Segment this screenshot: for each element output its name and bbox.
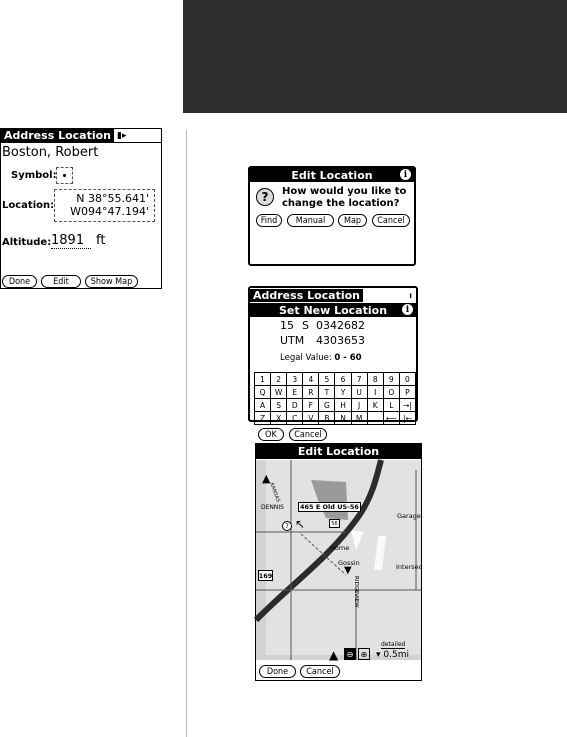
address-location-titlebar xyxy=(1,129,161,143)
utm-northing[interactable]: 4303653 xyxy=(316,334,365,347)
keyboard-key[interactable]: V xyxy=(303,412,319,425)
address-location-screen xyxy=(0,128,162,289)
question-icon: ? xyxy=(256,188,274,206)
flag-marker-icon: ▼ xyxy=(344,565,352,576)
find-button[interactable]: Find xyxy=(256,214,282,227)
keyboard-header xyxy=(250,288,416,302)
edit-button[interactable]: Edit xyxy=(41,275,81,288)
info-icon[interactable]: i xyxy=(400,169,411,180)
altitude-unit: ft xyxy=(96,233,106,248)
done-button[interactable]: Done xyxy=(259,665,296,678)
keyboard-key[interactable]: E xyxy=(287,386,303,399)
keyboard-key[interactable]: W xyxy=(271,386,287,399)
done-button[interactable]: Done xyxy=(2,275,37,288)
zoom-in-icon[interactable]: ⊕ xyxy=(358,648,370,660)
keyboard-key[interactable]: S xyxy=(271,399,287,412)
direction-arrow-icon: ▲ xyxy=(329,648,339,662)
manual-button[interactable]: Manual xyxy=(287,214,334,227)
dialog-prompt xyxy=(282,186,406,210)
cancel-button[interactable]: Cancel xyxy=(300,665,340,678)
keyboard-key[interactable]: Y xyxy=(335,386,351,399)
keyboard-key[interactable]: 8 xyxy=(368,373,384,386)
scroll-indicator: ı xyxy=(409,290,412,300)
keyboard-row xyxy=(255,412,416,425)
map-label-home: Home xyxy=(330,544,350,552)
dialog-title: Edit Location xyxy=(291,168,373,182)
keyboard-key[interactable]: 1 xyxy=(255,373,271,386)
keyboard-key[interactable]: ⟵ xyxy=(384,412,400,425)
legal-value xyxy=(280,353,362,363)
detail-level[interactable]: detailed xyxy=(381,641,406,648)
map-scale: 0.5mi xyxy=(383,650,409,660)
keyboard-key[interactable]: 5 xyxy=(319,373,335,386)
keyboard-key[interactable]: →| xyxy=(400,399,416,412)
cancel-button[interactable]: Cancel xyxy=(372,214,410,227)
map-label-intersection: Intersec xyxy=(396,563,423,571)
road-shield-56: 56 xyxy=(329,519,340,528)
set-new-location-titlebar xyxy=(250,303,416,317)
address-location-title: Address Location xyxy=(1,129,114,143)
legal-value-label: Legal Value: xyxy=(280,353,332,363)
map-title: Edit Location xyxy=(297,445,380,458)
keyboard-key[interactable]: K xyxy=(368,399,384,412)
keyboard-key[interactable]: F xyxy=(303,399,319,412)
symbol-picker[interactable] xyxy=(56,167,73,184)
map-label-ridgeview: RIDGEVIEW xyxy=(353,576,359,608)
set-new-location-title: Set New Location xyxy=(278,303,388,317)
keyboard-key[interactable]: A xyxy=(255,399,271,412)
map-button[interactable]: Map xyxy=(338,214,367,227)
keyboard-key[interactable]: U xyxy=(352,386,368,399)
keyboard-key[interactable]: N xyxy=(335,412,351,425)
dot-icon xyxy=(63,174,66,177)
keyboard-key[interactable]: D xyxy=(287,399,303,412)
longitude-value: W094°47.194' xyxy=(70,205,149,218)
flag-icon: ▮▸ xyxy=(117,131,127,141)
keyboard-key[interactable]: H xyxy=(335,399,351,412)
keyboard-key[interactable]: Z xyxy=(255,412,271,425)
ok-button[interactable]: OK xyxy=(258,428,284,441)
keyboard-key[interactable]: C xyxy=(287,412,303,425)
keyboard-key[interactable]: I xyxy=(368,386,384,399)
edit-location-dialog xyxy=(248,166,416,266)
contact-name: Boston, Robert xyxy=(2,145,99,160)
keyboard-key[interactable]: 3 xyxy=(287,373,303,386)
keyboard-key[interactable]: 0 xyxy=(400,373,416,386)
chevron-down-icon: ▾ xyxy=(376,650,384,660)
keyboard-key[interactable]: B xyxy=(319,412,335,425)
road-shield-169: 169 xyxy=(258,571,273,580)
map-label-garage: Garage xyxy=(397,512,421,520)
road-shield-7: 7 xyxy=(282,521,292,531)
keyboard-key[interactable]: 9 xyxy=(384,373,400,386)
altitude-input[interactable]: 1891 xyxy=(51,233,91,249)
scale-dropdown[interactable] xyxy=(376,650,409,660)
title-underline xyxy=(1,142,161,143)
prompt-line-1: How would you like to xyxy=(282,186,407,197)
keyboard-header-title: Address Location xyxy=(250,289,363,302)
cursor-icon: ↖ xyxy=(295,517,306,531)
keyboard-key[interactable]: J xyxy=(352,399,368,412)
show-map-button[interactable]: Show Map xyxy=(85,275,138,288)
info-icon[interactable]: i xyxy=(402,304,413,315)
utm-hemisphere[interactable]: S xyxy=(302,319,309,332)
column-divider xyxy=(186,130,187,737)
keyboard-key[interactable]: Q xyxy=(255,386,271,399)
altitude-label: Altitude: xyxy=(2,237,52,248)
keyboard-key[interactable]: 2 xyxy=(271,373,287,386)
location-label: Location: xyxy=(2,200,55,211)
address-tooltip: 465 E Old US-56 xyxy=(300,503,359,511)
keyboard-key[interactable]: X xyxy=(271,412,287,425)
compass-marker: ▲ xyxy=(262,472,271,485)
location-field[interactable] xyxy=(54,189,155,222)
header-band xyxy=(183,0,567,113)
cancel-button[interactable]: Cancel xyxy=(289,428,327,441)
set-new-location-screen xyxy=(248,286,418,440)
latitude-value: N 38°55.641' xyxy=(76,192,149,205)
map-screen xyxy=(255,443,422,681)
keyboard-key[interactable]: T xyxy=(319,386,335,399)
legal-value-range: 0 - 60 xyxy=(334,353,362,363)
dialog-titlebar xyxy=(250,168,414,182)
map-titlebar xyxy=(256,444,421,459)
zoom-out-icon[interactable]: ⊖ xyxy=(344,648,356,660)
keyboard-key[interactable]: O xyxy=(384,386,400,399)
keyboard-key[interactable] xyxy=(368,412,384,425)
utm-easting[interactable]: 0342682 xyxy=(316,319,365,332)
keyboard-key[interactable]: P xyxy=(400,386,416,399)
symbol-label: Symbol: xyxy=(11,170,57,181)
keyboard-key[interactable]: G xyxy=(319,399,335,412)
keyboard-row xyxy=(255,373,416,386)
keyboard-key[interactable]: M xyxy=(352,412,368,425)
map-label-gossin: Gossin xyxy=(338,559,360,567)
utm-zone[interactable]: 15 xyxy=(280,319,294,332)
keyboard xyxy=(254,372,416,425)
keyboard-key[interactable]: 6 xyxy=(335,373,351,386)
keyboard-key[interactable]: 4 xyxy=(303,373,319,386)
utm-label: UTM xyxy=(280,334,305,347)
keyboard-row xyxy=(255,399,416,412)
keyboard-key[interactable]: |← xyxy=(400,412,416,425)
keyboard-row xyxy=(255,386,416,399)
keyboard-key[interactable]: L xyxy=(384,399,400,412)
map-label-dennis: DENNIS xyxy=(261,504,284,511)
prompt-line-2: change the location? xyxy=(282,198,400,209)
keyboard-key[interactable]: 7 xyxy=(352,373,368,386)
map-label-kansas: KANSAS xyxy=(268,482,281,504)
keyboard-key[interactable]: R xyxy=(303,386,319,399)
